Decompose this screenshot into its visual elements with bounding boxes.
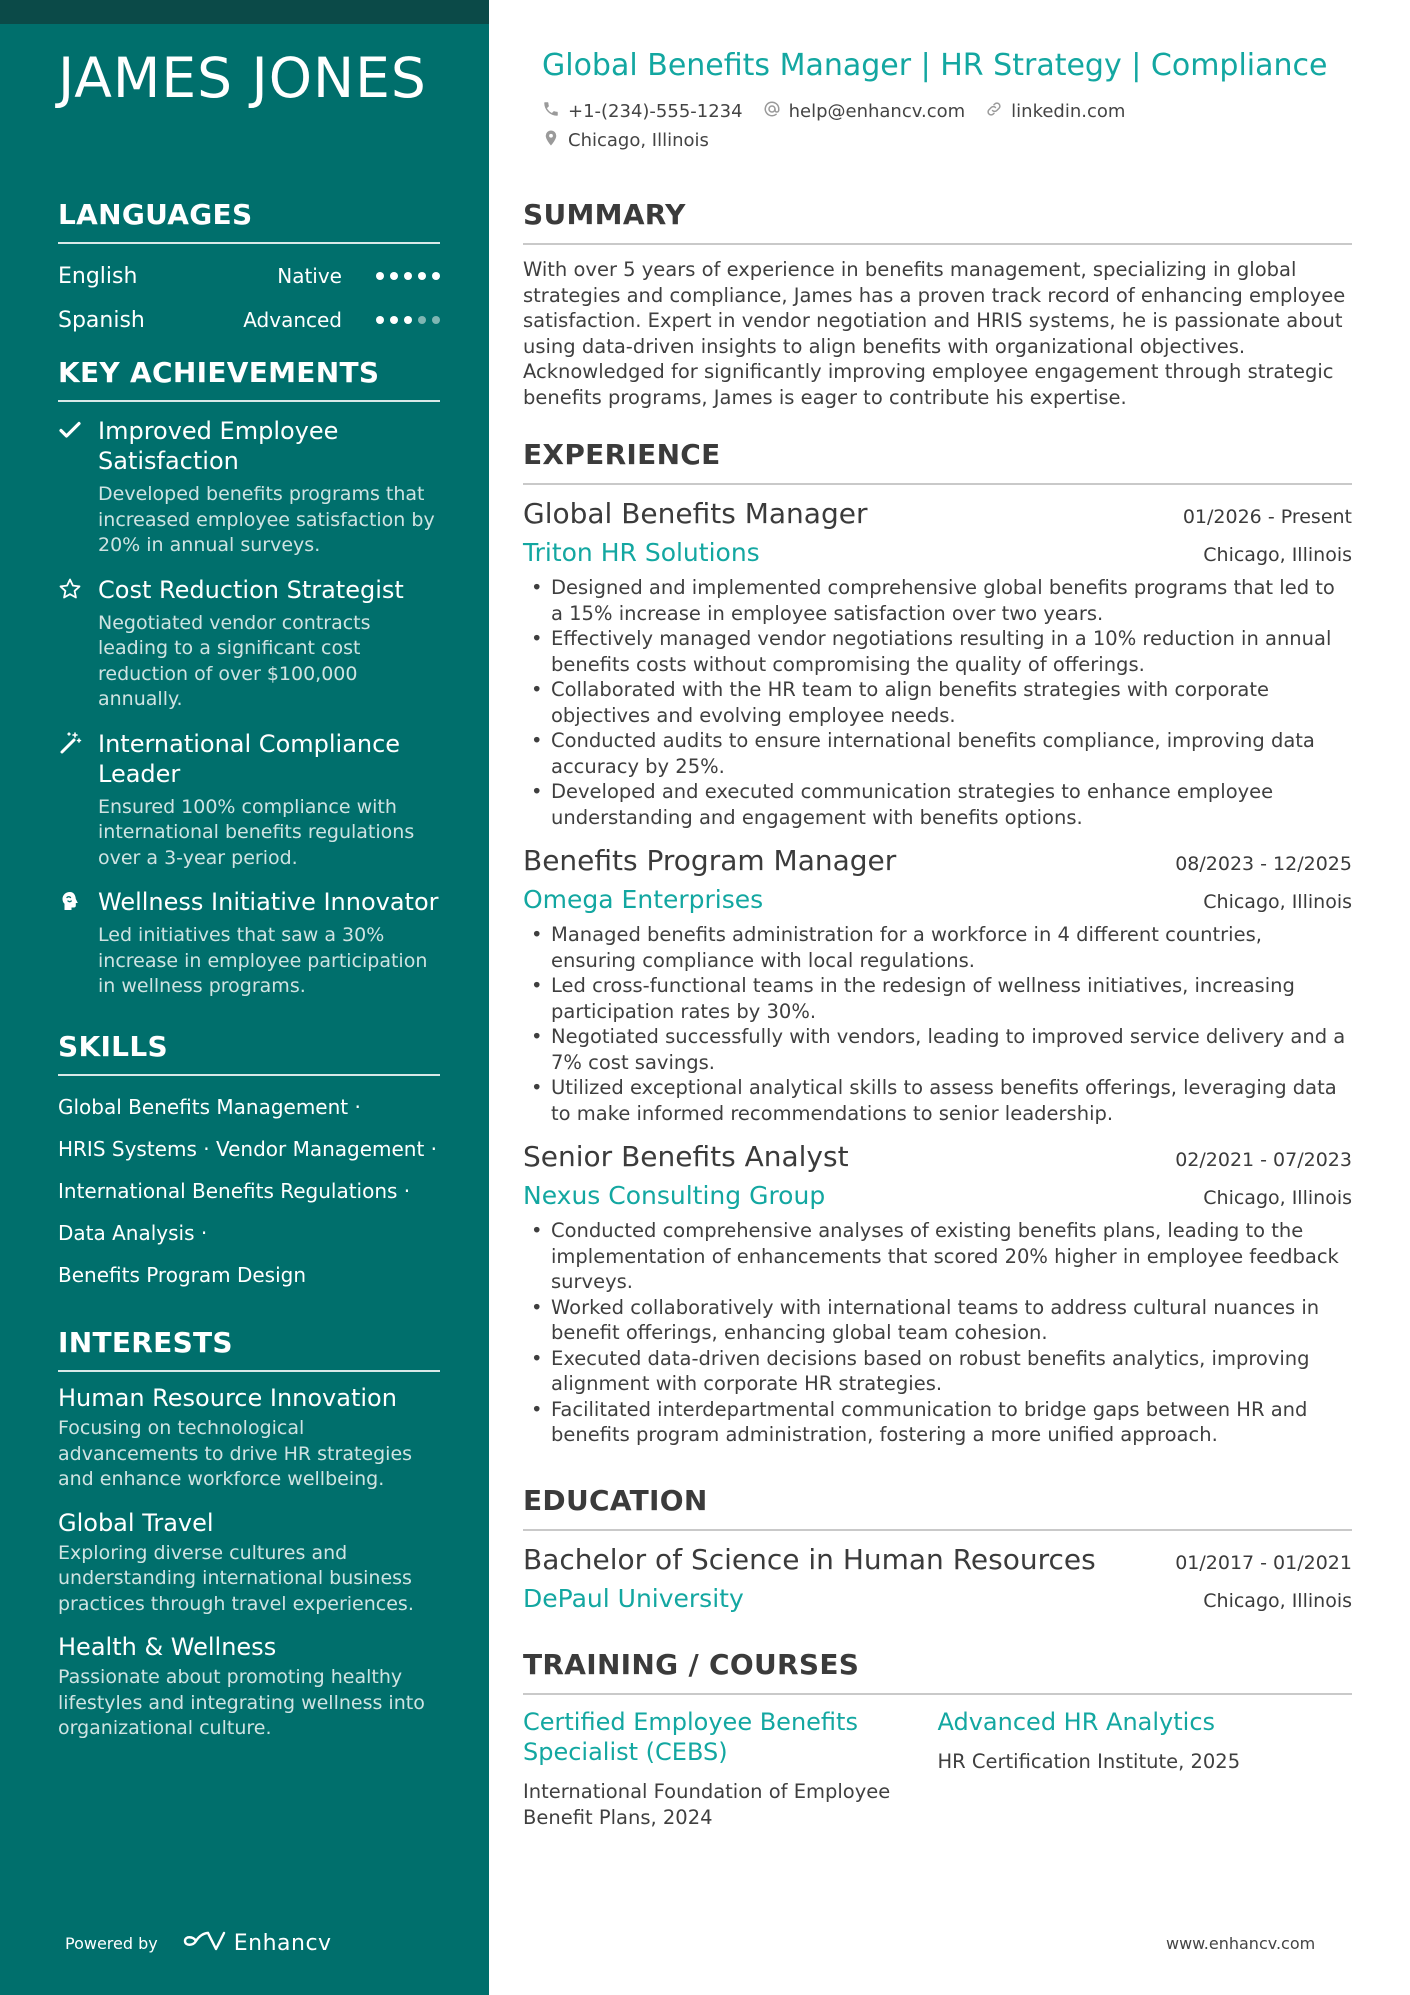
job-location: Chicago, Illinois [1203,544,1352,566]
achievement-desc: Developed benefits programs that increased employee satisfaction by 20% in annual surveys. [98,483,435,556]
achievement-title: Cost Reduction Strategist [98,575,404,604]
summary-section [523,198,1352,410]
headline: Global Benefits Manager | HR Strategy | Compliance [542,48,1328,83]
brand-logo[interactable] [182,1930,332,1957]
education-title: EDUCATION [523,1484,1352,1531]
course-title: Certified Employee Benefits Specialist (CEBS) [523,1708,858,1766]
contact-email[interactable] [763,100,966,123]
skill-line: Benefits Program Design [58,1263,307,1287]
phone-text: +1-(234)-555-1234 [568,101,743,122]
language-level: Native [277,264,342,288]
candidate-name: JAMES JONES [58,46,427,110]
interest-item [58,1631,440,1742]
language-row [58,254,440,298]
job-location: Chicago, Illinois [1203,1187,1352,1209]
job-bullet: • Collaborated with the HR team to align benefits strategies with corporate objectives and evolving employee needs. [523,677,1352,728]
interest-desc: Exploring diverse cultures and understanding international business practices through travel experiences. [58,1541,414,1615]
job-bullet: • Worked collaboratively with international teams to address cultural nuances in benefit offerings, enhancing global team cohesion. [523,1295,1352,1346]
rating-dot [390,316,398,324]
job-bullet: • Conducted audits to ensure international benefits compliance, improving data accuracy by 25%. [523,728,1352,779]
achievement-title: Wellness Initiative Innovator [98,888,439,916]
achievement-item [58,729,440,872]
brand-name: Enhancv [233,1931,332,1956]
education-entry [523,1543,1352,1613]
interest-title: Health & Wellness [58,1633,277,1661]
skill-line: Global Benefits Management · [58,1095,361,1119]
skill-line: International Benefits Regulations · [58,1179,411,1203]
job-bullets [523,922,1352,1126]
languages-title: LANGUAGES [58,198,440,244]
summary-text: With over 5 years of experience in benefits management, specializing in global strategies and compliance, James has a proven track record of enhancing employee satisfaction. Expert in vendor negotiation and HRIS systems, he is passionate about using data-driven insights to align benefits with organizational objectives. Acknowledged for significantly improving employee engagement through strategic benefits programs, James is eager to contribute his expertise. [523,258,1346,409]
skills-section [58,1030,440,1296]
rating-dot [376,316,384,324]
achievement-desc: Negotiated vendor contracts leading to a significant cost reduction of over $100,000 annually. [98,611,371,710]
job-bullet: • Conducted comprehensive analyses of existing benefits plans, leading to the implementation of enhancements that scored 20% higher in employee feedback surveys. [523,1218,1352,1295]
interest-item [58,1382,440,1493]
job-bullet: • Managed benefits administration for a workforce in 4 different countries, ensuring compliance with local regulations. [523,922,1352,973]
achievement-desc: Ensured 100% compliance with international benefits regulations over a 3-year period. [98,795,415,869]
job-title: Benefits Program Manager [523,844,897,877]
achievement-item [58,416,440,559]
contact-location [542,128,709,153]
job-bullet: • Led cross-functional teams in the redesign of wellness initiatives, increasing participation rates by 30%. [523,973,1352,1024]
job-title: Senior Benefits Analyst [523,1140,849,1173]
job-entry [523,844,1352,1126]
website-text: linkedin.com [1011,101,1126,122]
powered-by-label: Powered by [65,1934,158,1953]
sidebar [0,0,489,1995]
phone-icon [542,100,568,123]
checkmark-icon [58,418,84,444]
achievement-title: International Compliance Leader [98,729,401,788]
rating-dot [404,272,412,280]
company-name: Triton HR Solutions [523,538,760,567]
sidebar-top-band [0,0,489,24]
job-bullets [523,575,1352,830]
interest-item [58,1507,440,1618]
training-section [523,1648,1352,1830]
job-title: Global Benefits Manager [523,497,868,530]
contact-row-location [542,128,729,153]
email-text: help@enhancv.com [788,101,966,122]
courses-grid [523,1707,1352,1830]
course-title: Advanced HR Analytics [937,1708,1216,1736]
job-bullet: • Utilized exceptional analytical skills to assess benefits offerings, leveraging data to make informed recommendations to senior leadership. [523,1075,1352,1126]
brain-icon [58,889,84,915]
magic-wand-icon [58,731,84,757]
location-pin-icon [542,128,568,153]
rating-dot [404,316,412,324]
company-name: Omega Enterprises [523,885,764,914]
job-bullets [523,1218,1352,1448]
contact-row [542,100,1145,123]
powered-by [65,1930,332,1957]
school-name: DePaul University [523,1584,744,1613]
rating-dot [390,272,398,280]
course-desc: HR Certification Institute, 2025 [937,1750,1241,1773]
experience-section [523,438,1352,1462]
enhancv-logo-icon [182,1930,226,1957]
company-name: Nexus Consulting Group [523,1181,826,1210]
rating-dot [418,316,426,324]
job-bullet: • Facilitated interdepartmental communication to bridge gaps between HR and benefits program administration, fostering a more unified approach. [523,1397,1352,1448]
interest-desc: Passionate about promoting healthy lifestyles and integrating wellness into organizational culture. [58,1666,425,1739]
job-bullet: • Executed data-driven decisions based on robust benefits analytics, improving alignment with corporate HR strategies. [523,1346,1352,1397]
course-item [938,1707,1353,1830]
languages-section [58,198,440,342]
language-rating [376,272,440,280]
at-icon [763,100,789,123]
education-location: Chicago, Illinois [1203,1590,1352,1612]
degree-title: Bachelor of Science in Human Resources [523,1543,1096,1576]
rating-dot [432,272,440,280]
language-level: Advanced [243,308,342,332]
course-desc: International Foundation of Employee Benefit Plans, 2024 [523,1780,891,1829]
job-bullet: • Designed and implemented comprehensive global benefits programs that led to a 15% increase in employee satisfaction over two years. [523,575,1352,626]
job-bullet: • Negotiated successfully with vendors, leading to improved service delivery and a 7% cost savings. [523,1024,1352,1075]
achievement-item [58,575,440,713]
experience-title: EXPERIENCE [523,438,1352,485]
rating-dot [376,272,384,280]
footer-url[interactable]: www.enhancv.com [1166,1934,1316,1953]
rating-dot [418,272,426,280]
course-item [523,1707,938,1830]
location-text: Chicago, Illinois [568,130,709,151]
language-name: English [58,263,138,289]
contact-phone[interactable] [542,100,743,123]
job-date: 01/2026 - Present [1182,506,1352,528]
education-date: 01/2017 - 01/2021 [1175,1552,1352,1574]
language-rating [376,316,440,324]
job-bullet: • Developed and executed communication strategies to enhance employee understanding and engagement with benefits options. [523,779,1352,830]
skill-line: Data Analysis · [58,1221,208,1245]
contact-website[interactable] [985,100,1125,123]
education-section [523,1484,1352,1627]
job-bullet: • Effectively managed vendor negotiations resulting in a 10% reduction in annual benefits costs without compromising the quality of offerings. [523,626,1352,677]
achievements-title: KEY ACHIEVEMENTS [58,356,440,402]
skill-line: HRIS Systems · Vendor Management · [58,1137,438,1161]
job-date: 02/2021 - 07/2023 [1175,1149,1352,1171]
interests-section [58,1326,440,1756]
job-location: Chicago, Illinois [1203,891,1352,913]
job-date: 08/2023 - 12/2025 [1175,853,1352,875]
interests-title: INTERESTS [58,1326,440,1372]
achievement-title: Improved Employee Satisfaction [98,417,339,475]
achievements-section [58,356,440,1016]
interest-title: Human Resource Innovation [58,1384,397,1412]
link-icon [985,100,1011,123]
job-entry [523,497,1352,830]
rating-dot [432,316,440,324]
achievement-item [58,887,440,1000]
star-icon [58,577,84,603]
interest-title: Global Travel [58,1508,214,1537]
achievement-desc: Led initiatives that saw a 30% increase in employee participation in wellness programs. [98,924,428,997]
job-entry [523,1140,1352,1448]
interest-desc: Focusing on technological advancements to drive HR strategies and enhance workforce wellbeing. [58,1417,413,1490]
training-title: TRAINING / COURSES [523,1648,1352,1695]
language-name: Spanish [58,307,145,333]
language-row [58,298,440,342]
skills-title: SKILLS [58,1030,440,1076]
summary-title: SUMMARY [523,198,1352,245]
